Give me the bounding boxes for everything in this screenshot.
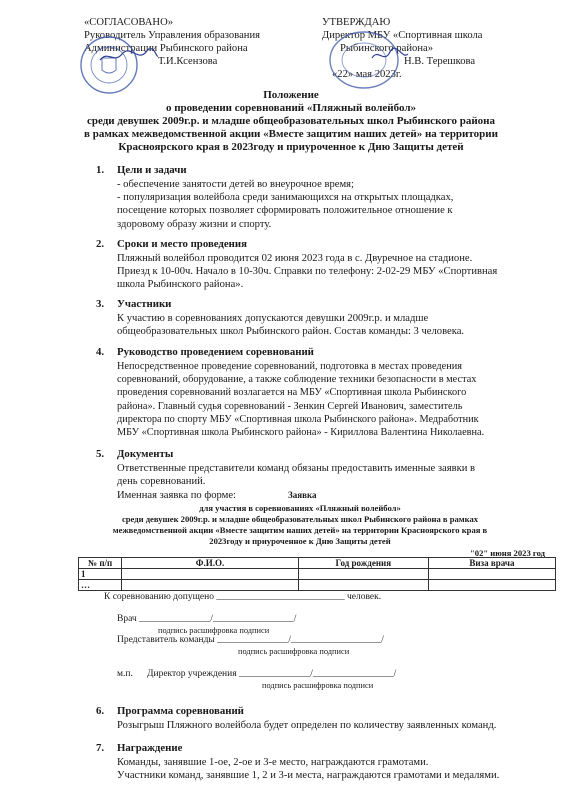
approval-left-title: «СОГЛАСОВАНО» <box>84 17 174 28</box>
table-row <box>79 569 556 580</box>
application-title: Заявка <box>288 490 317 500</box>
section-2-line: Пляжный волейбол проводится 02 июня 2023 года в с. Двуречное на стадионе. <box>117 253 473 264</box>
section-1-number: 1. <box>96 164 105 176</box>
director-signature-line: Директор учреждения _______________/_________________/ <box>147 669 397 679</box>
director-signature-caption: подпись расшифровка подписи <box>262 681 374 690</box>
section-1-line: посещение которых позволяет сформировать положительное отношение к <box>117 205 453 217</box>
approval-left-signer: Т.И.Ксензова <box>158 56 218 67</box>
application-line1: для участия в соревнованиях «Пляжный волейбол» <box>199 503 401 513</box>
doc-title-line1: о проведении соревнований «Пляжный волейбол» <box>165 102 417 114</box>
section-7-number: 7. <box>96 742 105 754</box>
approval-right-signer: Н.В. Терешкова <box>404 56 476 67</box>
table-header-row <box>79 558 556 569</box>
approval-left-line1: Руководитель Управления образования <box>84 30 261 41</box>
application-line3: межведомственной акции «Вместе защитим наших детей» на территории Красноярского края в <box>112 525 488 535</box>
representative-signature-line: Представитель команды _______________/___________________/ <box>117 635 384 645</box>
column-header: Ф.И.О. <box>122 558 299 569</box>
table-cell <box>122 580 299 591</box>
doc-title-line2: среди девушек 2009г.р. и младше общеобразовательных школ Рыбинского района <box>86 115 496 127</box>
section-4-line: района». Главный судья соревнований - Зенкин Сергей Иванович, заместитель <box>117 400 463 412</box>
section-2-number: 2. <box>96 238 105 250</box>
section-1-title: Цели и задачи <box>117 164 187 176</box>
approval-right-date: «22» мая 2023г. <box>332 69 402 80</box>
approval-left-line2: Администрации Рыбинского района <box>84 43 248 54</box>
table-row <box>79 580 556 591</box>
doc-title-line4: Красноярского края в 2023году и приуроченное к Дню Защиты детей <box>118 141 464 153</box>
section-4-line: проведения соревнований возлагается на МБУ «Спортивная школа Рыбинского <box>117 387 467 399</box>
section-3-number: 3. <box>96 298 105 310</box>
table-cell <box>298 569 428 580</box>
table-cell <box>428 569 555 580</box>
application-table <box>78 557 556 591</box>
section-5-form-label: Именная заявка по форме: <box>117 490 236 501</box>
section-1-line: - обеспечение занятости детей во внеурочное время; <box>117 179 354 190</box>
approval-right-title: УТВЕРЖДАЮ <box>322 17 391 28</box>
section-2-line: школа Рыбинского района». <box>117 279 244 291</box>
application-date: "02" июня 2023 год <box>470 548 545 558</box>
section-5-line: Ответственные представители команд обязаны предоставить именные заявки в <box>117 463 476 474</box>
table-cell: … <box>79 580 122 591</box>
section-4-line: директора по спорту МБУ «Спортивная школа Рыбинского района». Медработник <box>117 413 479 425</box>
application-line4: 2023году и приуроченное к Дню Защиты детей <box>209 536 391 546</box>
doctor-signature-caption: подпись расшифровка подписи <box>158 626 270 635</box>
section-5-number: 5. <box>96 448 105 460</box>
representative-signature-caption: подпись расшифровка подписи <box>238 647 350 656</box>
section-5-line: день соревнований. <box>117 476 206 488</box>
section-4-line: МБУ «Спортивная школа Рыбинского района» - Кириллова Валентина Николаевна. <box>117 427 485 439</box>
section-6-number: 6. <box>96 705 105 717</box>
section-2-line: Приезд к 10-00ч. Начало в 10-30ч. Справки по телефону: 2-02-29 МБУ «Спортивная <box>117 266 498 278</box>
table-cell <box>122 569 299 580</box>
column-header: № п/п <box>79 558 122 569</box>
approval-right-line1: Директор МБУ «Спортивная школа <box>322 30 483 41</box>
application-line2: среди девушек 2009г.р. и младше общеобразовательных школ Рыбинского района в рамках <box>121 514 479 524</box>
doctor-signature-line: Врач _______________/_________________/ <box>117 614 297 624</box>
section-6-title: Программа соревнований <box>117 705 244 717</box>
section-7-line: Участники команд, занявшие 1, 2 и 3-и места, награждаются грамотами и медалями. <box>117 770 500 782</box>
section-4-line: Непосредственное проведение соревнований, подготовка в местах проведения <box>117 361 462 372</box>
section-5-title: Документы <box>117 448 174 460</box>
doc-title-line3: в рамках межведомственной акции «Вместе защитим наших детей» на территории <box>84 128 498 140</box>
table-cell <box>298 580 428 591</box>
section-4-number: 4. <box>96 346 105 358</box>
table-cell <box>428 580 555 591</box>
section-3-line: общеобразовательных школ Рыбинского район. Состав команды: 3 человека. <box>117 326 465 338</box>
column-header: Виза врача <box>428 558 555 569</box>
table-cell: 1 <box>79 569 122 580</box>
section-1-line: - популяризация волейбола среди занимающихся на открытых площадках, <box>117 192 454 204</box>
section-3-line: К участию в соревнованиях допускаются девушки 2009г.р. и младше <box>117 313 429 324</box>
section-4-line: соревнований, оборудование, а также соблюдение техники безопасности в местах <box>117 374 477 386</box>
admitted-line: К соревнованию допущено ___________________________ человек. <box>104 592 382 602</box>
doc-heading: Положение <box>263 89 319 101</box>
approval-right-line2: Рыбинского района» <box>340 43 434 54</box>
section-3-title: Участники <box>117 298 172 310</box>
column-header: Год рождения <box>298 558 428 569</box>
section-7-line: Команды, занявшие 1-ое, 2-ое и 3-е место, награждаются грамотами. <box>117 757 429 768</box>
signature-left <box>98 46 160 68</box>
section-7-title: Награждение <box>117 742 183 754</box>
section-1-line: здоровому образу жизни и спорту. <box>117 218 272 230</box>
section-2-title: Сроки и место проведения <box>117 238 247 250</box>
stamp-place-label: м.п. <box>117 669 133 679</box>
section-4-title: Руководство проведением соревнований <box>117 346 314 358</box>
section-6-line: Розыгрыш Пляжного волейбола будет определен по количеству заявленных команд. <box>117 720 497 731</box>
signature-right <box>370 46 410 66</box>
